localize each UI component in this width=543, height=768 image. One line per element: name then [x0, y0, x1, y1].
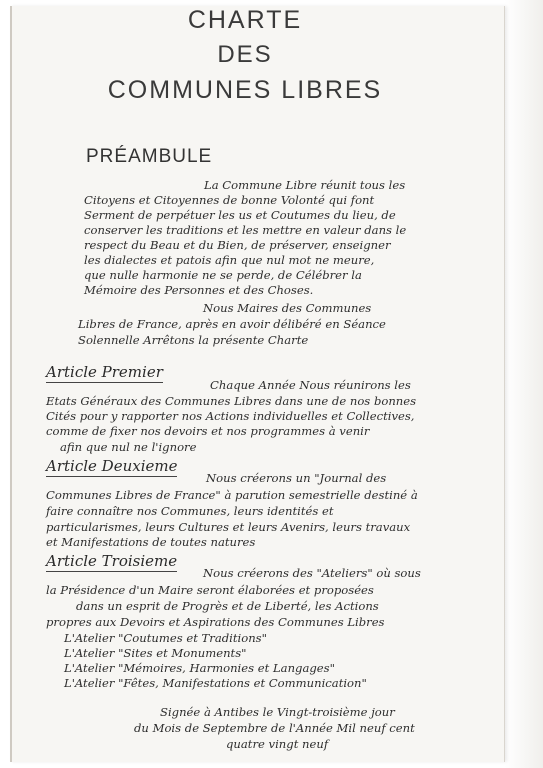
preamble-line: Solennelle Arrêtons la présente Charte — [78, 333, 309, 347]
preamble-line: Serment de perpétuer les us et Coutumes du lieu, de — [84, 208, 396, 222]
article-line: dans un esprit de Progrès et de Liberté, les Actions — [76, 599, 379, 613]
article-line: afin que nul ne l'ignore — [60, 440, 197, 454]
signature-line: quatre vingt neuf — [226, 737, 329, 751]
preamble-heading: PRÉAMBULE — [86, 146, 213, 167]
article-title: Article Deuxieme — [46, 457, 178, 475]
atelier-item: L'Atelier "Mémoires, Harmonies et Langages" — [64, 661, 335, 675]
signature-line: Signée à Antibes le Vingt-troisième jour — [160, 705, 395, 719]
preamble-line: conserver les traditions et les mettre en valeur dans le — [84, 223, 407, 237]
preamble-line: les dialectes et patois afin que nul mot ne meure, — [84, 253, 375, 267]
article-line: Nous créerons des "Ateliers" où sous — [203, 566, 421, 580]
preamble-line: Citoyens et Citoyennes de bonne Volonté qui font — [84, 193, 375, 207]
preamble-line: Mémoire des Personnes et des Choses. — [84, 283, 314, 297]
atelier-item: L'Atelier "Coutumes et Traditions" — [64, 631, 267, 645]
scan-margin — [505, 0, 543, 768]
article-line: Etats Généraux des Communes Libres dans une de nos bonnes — [46, 394, 417, 408]
title-line-3: COMMUNES LIBRES — [107, 76, 383, 104]
preamble-line: La Commune Libre réunit tous les — [204, 178, 406, 192]
preamble-line: Libres de France, après en avoir délibéré en Séance — [78, 317, 386, 331]
atelier-item: L'Atelier "Fêtes, Manifestations et Communication" — [64, 676, 367, 690]
article-line: Chaque Année Nous réunirons les — [210, 378, 411, 392]
article-line: et Manifestations de toutes natures — [46, 535, 256, 549]
article-line: particularismes, leurs Cultures et leurs Avenirs, leurs travaux — [46, 520, 411, 534]
article-title: Article Premier — [46, 363, 163, 381]
signature-line: du Mois de Septembre de l'Année Mil neuf cent — [134, 721, 415, 735]
title-line-1: CHARTE — [187, 6, 303, 34]
atelier-item: L'Atelier "Sites et Monuments" — [64, 646, 247, 660]
article-line: Communes Libres de France" à parution semestrielle destiné à — [46, 488, 418, 502]
article-line: propres aux Devoirs et Aspirations des Communes Libres — [46, 615, 385, 629]
article-line: Nous créerons un "Journal des — [206, 471, 387, 485]
article-line: la Présidence d'un Maire seront élaborées et proposées — [46, 583, 374, 597]
title-line-2: DES — [217, 41, 273, 68]
preamble-line: que nulle harmonie ne se perde, de Célébrer la — [84, 268, 362, 282]
article-title: Article Troisieme — [46, 552, 178, 570]
preamble-line: respect du Beau et du Bien, de préserver, enseigner — [84, 238, 391, 252]
preamble-line: Nous Maires des Communes — [203, 301, 372, 315]
article-line: comme de fixer nos devoirs et nos programmes à venir — [46, 424, 370, 438]
article-line: Cités pour y rapporter nos Actions individuelles et Collectives, — [46, 409, 415, 423]
article-line: faire connaître nos Communes, leurs identités et — [46, 504, 334, 518]
